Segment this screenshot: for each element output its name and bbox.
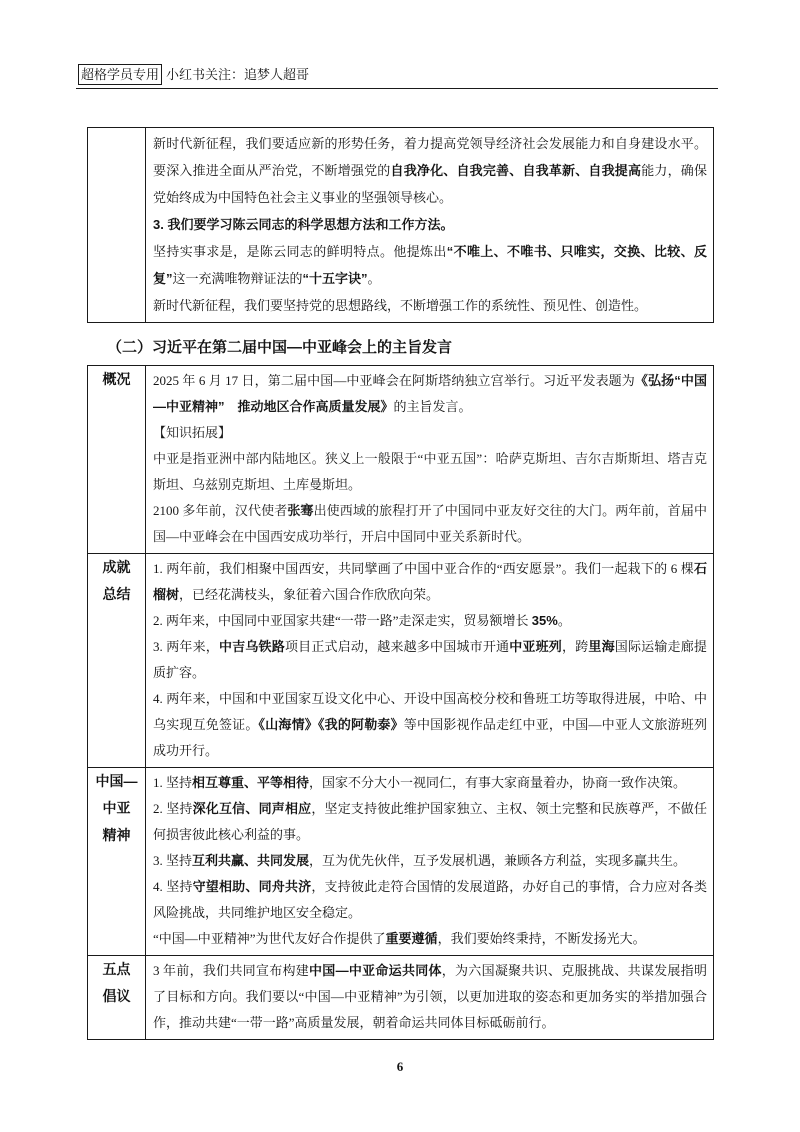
emphasis-text: 深化互信、同声相应	[192, 801, 312, 816]
row-label-spirit	[88, 768, 146, 956]
text-run: ，我们要始终秉持，不断发扬光大。	[437, 931, 646, 946]
text-run: 新时代新征程，我们要适应新的形势任务，着力提高党领导经济社会发展能力和自身建设水平。要深入推进全面从严治党，不断增强党的	[153, 136, 707, 178]
text-run: ，为六国凝聚共识、克服挑战、共谋发展指明了目标和方向。我们要以“中国—中亚精神”为引领，以更加进取的姿态和更加务实的举措加强合作，推动共建“一带一路”高质量发展，朝着命运共同体目标砥砺前行。	[153, 963, 707, 1030]
emphasis-text: “不唯上、不唯书、只唯实，交换、比较、反复”	[153, 244, 707, 286]
text-run: ，已经花满枝头，象征着六国合作欣欣向荣。	[179, 587, 440, 602]
paragraph	[153, 238, 707, 292]
text-run: 。	[367, 271, 381, 286]
emphasis-text: 自我净化、自我完善、自我革新、自我提高	[390, 163, 642, 178]
row-label-line: 中国—	[95, 773, 138, 789]
row-label-overview	[88, 366, 146, 554]
emphasis-text: 石榴树	[153, 561, 707, 602]
text-run: ，互为优先伙伴，互予发展机遇，兼顾各方利益，实现多赢共生。	[309, 853, 687, 868]
paragraph	[153, 958, 707, 1036]
text-run: ，支持彼此走符合国情的发展道路，办好自己的事情，合力应对各类风险挑战，共同维护地区安全稳定。	[153, 879, 707, 920]
table-row-achievements	[88, 554, 714, 768]
emphasis-text: 里海	[588, 639, 615, 654]
student-only-badge: 超格学员专用	[78, 64, 162, 85]
page-body	[87, 127, 713, 1040]
emphasis-text: 互利共赢、共同发展	[192, 853, 310, 868]
emphasis-text: 守望相助、同舟共济	[192, 879, 312, 894]
text-run: 【知识拓展】	[153, 425, 232, 440]
follow-notice: 小红书关注：追梦人超哥	[166, 67, 310, 82]
section-heading: （二）习近平在第二届中国—中亚峰会上的主旨发言	[107, 339, 453, 356]
row-label-line: 五点	[102, 961, 131, 977]
row-content-achievements	[146, 554, 714, 768]
page-number: 6	[396, 1059, 404, 1074]
emphasis-text: 3. 我们要学习陈云同志的科学思想方法和工作方法。	[153, 217, 454, 232]
table-body	[88, 128, 714, 323]
text-run: 。	[557, 613, 571, 628]
text-run: 国际运输走廊提质扩容。	[153, 639, 707, 680]
emphasis-text: 《弘扬“中国—中亚精神” 推动地区合作高质量发展》	[153, 373, 707, 414]
paragraph	[153, 211, 707, 238]
paragraph	[153, 926, 707, 952]
row-label-line: 精神	[102, 827, 131, 843]
knowledge-note-paragraph	[153, 420, 707, 446]
emphasis-text: 中吉乌铁路	[218, 639, 285, 654]
table-row-proposals	[88, 956, 714, 1040]
text-run: 出使西域的旅程打开了中国同中亚友好交往的大门。两年前，首届中国—中亚峰会在中国西安成功举行，开启中国同中亚关系新时代。	[153, 503, 707, 544]
row-label-proposals	[88, 956, 146, 1040]
text-run: 等中国影视作品走红中亚，中国—中亚人文旅游班列成功开行。	[153, 717, 707, 758]
text-run: 中亚是指亚洲中部内陆地区。狭义上一般限于“中亚五国”：哈萨克斯坦、吉尔吉斯斯坦、塔吉克斯坦、乌兹别克斯坦、土库曼斯坦。	[153, 451, 707, 492]
table-row-overview	[88, 366, 714, 554]
text-run: 3 年前，我们共同宣布构建	[153, 963, 310, 978]
row-label-line: 概况	[102, 371, 131, 387]
emphasis-text: 相互尊重、平等相待	[192, 775, 310, 790]
text-run: 1. 两年前，我们相聚中国西安，共同擘画了中国中亚合作的“西安愿景”。我们一起栽下的 6 棵	[153, 561, 694, 576]
paragraph	[153, 130, 707, 211]
continued-table	[87, 127, 714, 323]
emphasis-text: 张骞	[287, 503, 314, 518]
paragraph	[153, 770, 707, 796]
paragraph	[153, 874, 707, 926]
text-run: “中国—中亚精神”为世代友好合作提供了	[153, 931, 386, 946]
paragraph	[153, 634, 707, 686]
text-run: 2. 两年来，中国同中亚国家共建“一带一路”走深走实，贸易额增长	[153, 613, 532, 628]
row-label-line: 中亚	[102, 800, 131, 816]
emphasis-text: 35%	[531, 613, 558, 628]
emphasis-text: 中亚班列	[509, 639, 562, 654]
text-run: 1. 坚持	[153, 775, 193, 790]
row-label-line: 成就	[102, 559, 131, 575]
paragraph	[153, 292, 707, 319]
paragraph	[153, 796, 707, 848]
emphasis-text: 《山海情》《我的阿勒泰》	[258, 717, 404, 732]
paragraph	[153, 556, 707, 608]
paragraph	[153, 608, 707, 634]
knowledge-note-paragraph	[153, 446, 707, 498]
text-run: 3. 坚持	[153, 853, 193, 868]
text-run: ，跨	[562, 639, 589, 654]
row-label-empty	[88, 128, 146, 323]
row-content-overview	[146, 366, 714, 554]
emphasis-text: 重要遵循	[385, 931, 438, 946]
text-run: 4. 坚持	[153, 879, 193, 894]
row-content-proposals	[146, 956, 714, 1040]
row-label-achievements	[88, 554, 146, 768]
text-run: 4. 两年来，中国和中亚国家互设文化中心、开设中国高校分校和鲁班工坊等取得进展，中哈、中乌实现互免签证。	[153, 691, 707, 732]
text-run: 2. 坚持	[153, 801, 193, 816]
text-run: 的主旨发言。	[393, 399, 472, 414]
table-row-spirit	[88, 768, 714, 956]
paragraph	[153, 686, 707, 764]
text-run: ，坚定支持彼此维护国家独立、主权、领土完整和民族尊严，不做任何损害彼此核心利益的事。	[153, 801, 707, 842]
emphasis-text: 中国—中亚命运共同体	[309, 963, 442, 978]
text-run: 能力，确保党始终成为中国特色社会主义事业的坚强领导核心。	[153, 163, 707, 205]
row-content-chen-yun	[146, 128, 714, 323]
text-run: 这一充满唯物辩证法的	[172, 271, 303, 286]
row-content-spirit	[146, 768, 714, 956]
row-label-line: 倡议	[102, 988, 131, 1004]
text-run: 3. 两年来，	[153, 639, 219, 654]
table-row	[88, 128, 714, 323]
emphasis-text: “十五字诀”	[302, 271, 368, 286]
table-body	[88, 366, 714, 1040]
text-run: 项目正式启动，越来越多中国城市开通	[284, 639, 510, 654]
summit-speech-table	[87, 365, 714, 1040]
page-header	[76, 62, 718, 89]
text-run: 新时代新征程，我们要坚持党的思想路线，不断增强工作的系统性、预见性、创造性。	[153, 298, 648, 313]
text-run: 2025 年 6 月 17 日，第二届中国—中亚峰会在阿斯塔纳独立宫举行。习近平发表题为	[153, 373, 635, 388]
text-run: 坚持实事求是，是陈云同志的鲜明特点。他提炼出	[153, 244, 447, 259]
text-run: 2100 多年前，汉代使者	[153, 503, 288, 518]
row-label-line: 总结	[102, 586, 131, 602]
text-run: ，国家不分大小一视同仁，有事大家商量着办，协商一致作决策。	[309, 775, 687, 790]
knowledge-note-paragraph	[153, 498, 707, 550]
paragraph	[153, 848, 707, 874]
paragraph	[153, 368, 707, 420]
